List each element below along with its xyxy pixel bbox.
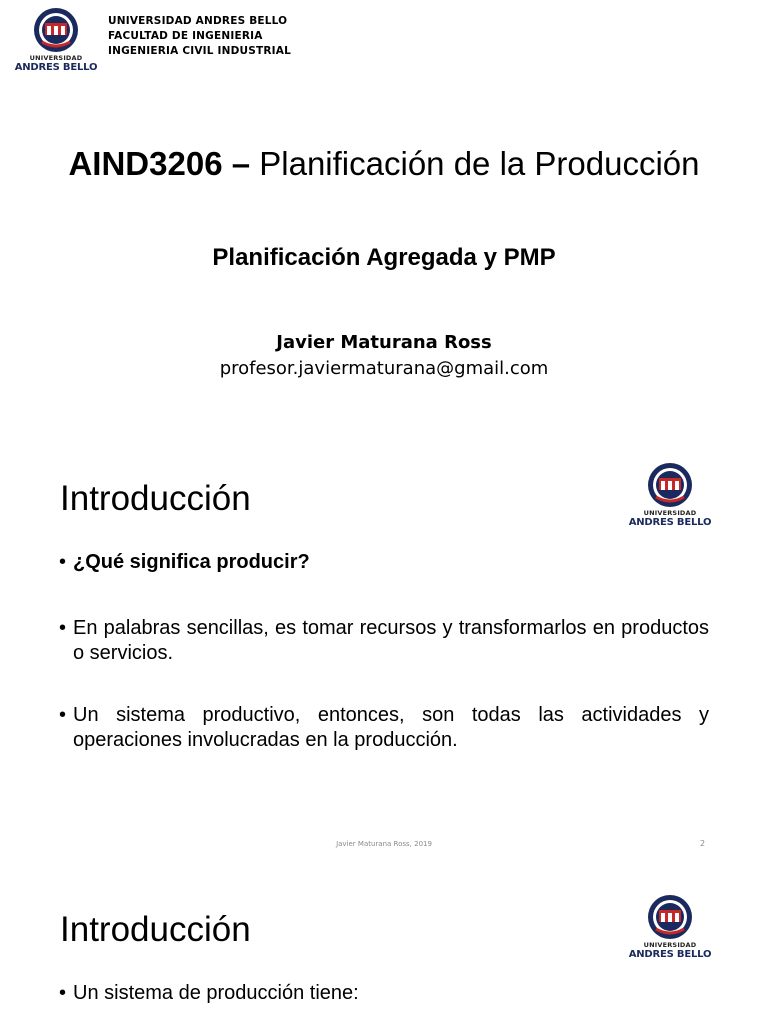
header-university: UNIVERSIDAD ANDRES BELLO (108, 15, 288, 27)
page-number: 2 (700, 839, 706, 848)
course-code: AIND3206 – (68, 145, 251, 182)
university-logo (12, 6, 100, 74)
university-crest-icon (646, 893, 694, 941)
author-name: Javier Maturana Ross (276, 332, 492, 353)
logo-univ-label: UNIVERSIDAD (643, 941, 697, 949)
bullet-text: ¿Qué significa producir? (73, 551, 310, 573)
university-crest-icon (646, 461, 694, 509)
bullet-text: Un sistema de producción tiene: (73, 982, 359, 1004)
presentation-subtitle: Planificación Agregada y PMP (212, 244, 556, 271)
slide-2-bullet (59, 550, 709, 575)
header-career: INGENIERIA CIVIL INDUSTRIAL (108, 45, 291, 57)
slide-3-bullet (59, 981, 709, 1006)
slide-2-bullet (59, 703, 709, 753)
slide-3-heading: Introducción (60, 910, 251, 949)
header-faculty: FACULTAD DE INGENIERIA (108, 30, 263, 42)
slide-2-heading: Introducción (60, 479, 251, 518)
slide-2-logo (626, 461, 714, 529)
author-email: profesor.javiermaturana@gmail.com (219, 358, 549, 379)
bullet-marker: • (59, 704, 67, 726)
course-title (0, 142, 768, 186)
university-crest-icon (32, 6, 80, 54)
bullet-text: Un sistema productivo, entonces, son todas las actividades y operaciones involucradas en la producción. (73, 704, 709, 751)
course-name: Planificación de la Producción (259, 145, 700, 182)
slide-2-bullet (59, 616, 709, 666)
bullet-marker: • (59, 617, 67, 639)
logo-univ-label: UNIVERSIDAD (29, 54, 83, 62)
bullet-marker: • (59, 982, 67, 1004)
logo-name-label: ANDRES BELLO (628, 517, 712, 528)
faculty-header (108, 14, 291, 59)
bullet-text: En palabras sencillas, es tomar recursos y transformarlos en productos o servicios. (73, 617, 709, 664)
logo-name-label: ANDRES BELLO (628, 949, 712, 960)
slide-3-logo (626, 893, 714, 961)
logo-univ-label: UNIVERSIDAD (643, 509, 697, 517)
slide-footer: Javier Maturana Ross, 2019 (336, 840, 432, 848)
bullet-marker: • (59, 551, 67, 573)
logo-name-label: ANDRES BELLO (14, 62, 98, 73)
